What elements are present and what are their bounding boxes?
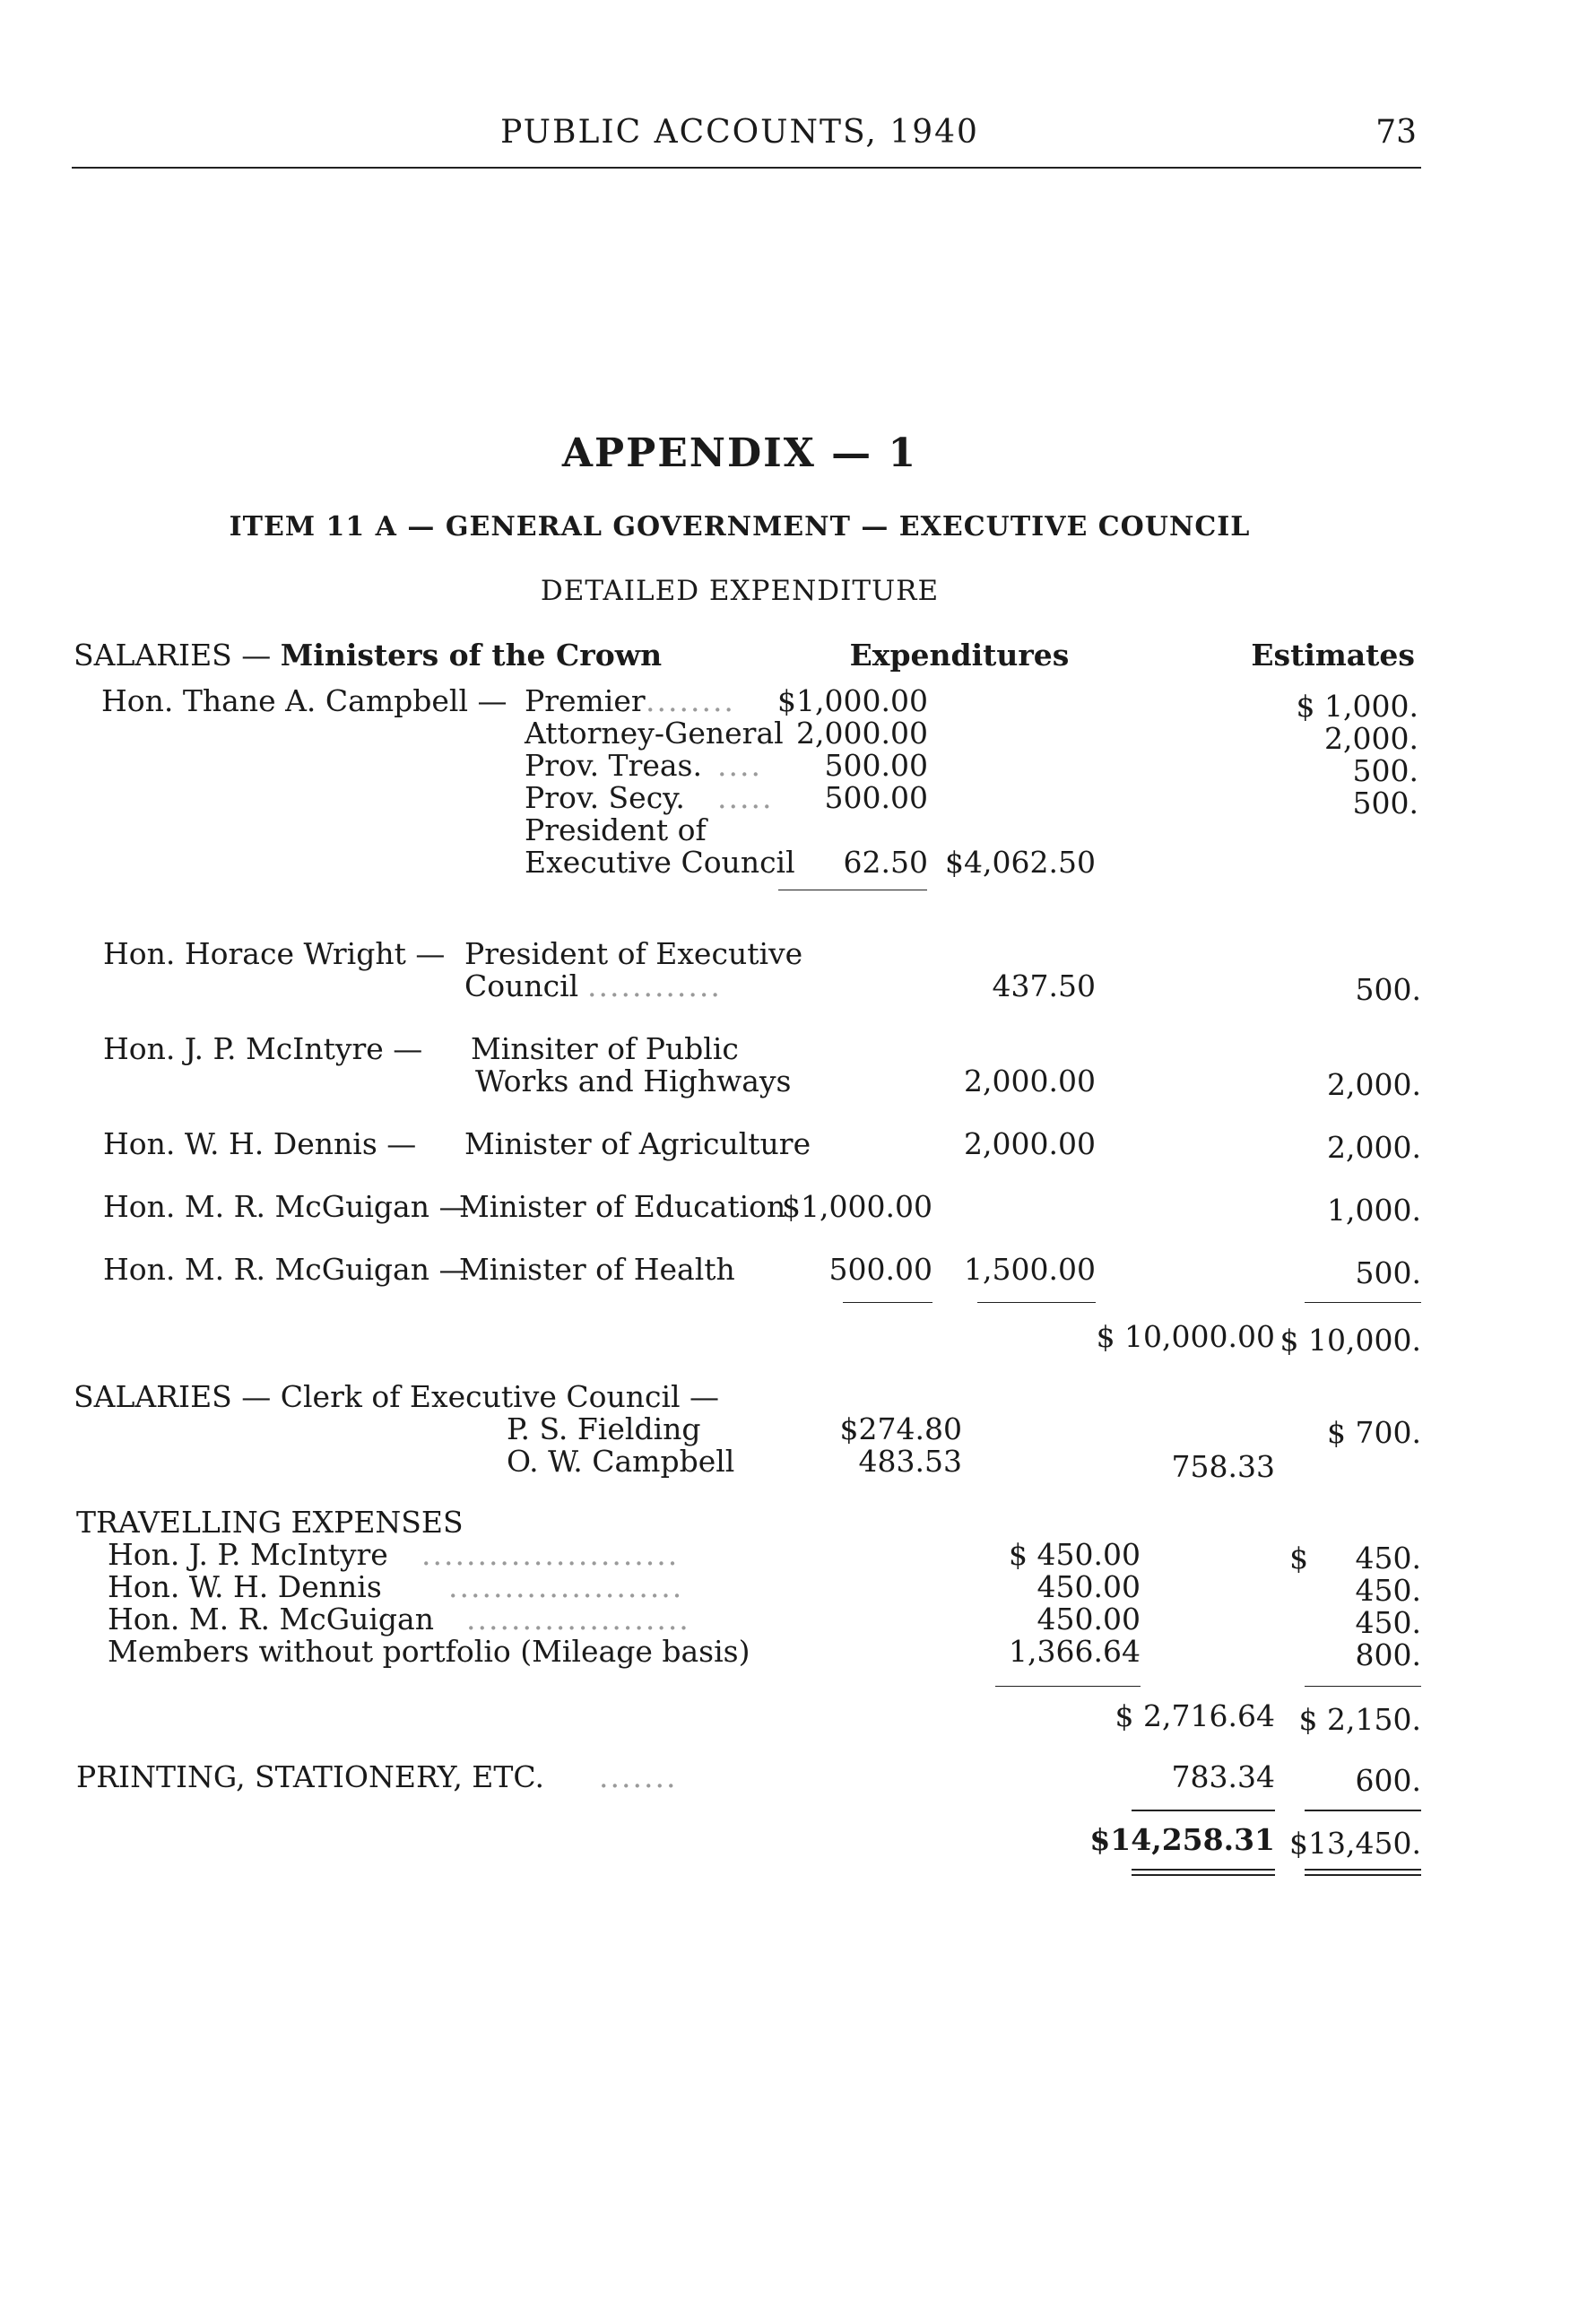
- campbell-secy-label: Prov. Secy.: [525, 780, 685, 815]
- mcguigan-edu-role: Minister of Education: [459, 1189, 786, 1224]
- ministers-total: $ 10,000.00: [1096, 1319, 1275, 1354]
- travel-mcguigan-name: Hon. M. R. McGuigan: [108, 1602, 434, 1636]
- campbell-treas-amount: 500.00: [824, 748, 928, 783]
- mcintyre-name: Hon. J. P. McIntyre —: [103, 1031, 423, 1066]
- clerk-fielding-name: P. S. Fielding: [507, 1411, 701, 1446]
- campbell-treas-label: Prov. Treas.: [525, 748, 702, 783]
- campbell-total: $4,062.50: [945, 845, 1096, 880]
- campbell-ag-label: Attorney-General: [525, 716, 784, 751]
- grand-total-rule-top: [1132, 1810, 1275, 1811]
- mcintyre-role-line1: Minsiter of Public: [471, 1031, 739, 1066]
- ministers-subtotal-rule: [977, 1302, 1096, 1303]
- travelling-heading: TRAVELLING EXPENSES: [76, 1505, 464, 1540]
- salaries-heading: [74, 639, 662, 672]
- dennis-estimate: 2,000.: [1327, 1130, 1421, 1165]
- travel-mcguigan-amount: 450.00: [1037, 1602, 1141, 1636]
- travel-dennis-name: Hon. W. H. Dennis: [108, 1569, 382, 1604]
- grand-total-rule-bottom-1: [1132, 1869, 1275, 1871]
- salaries-dash: —: [241, 638, 272, 673]
- travel-mcintyre-name: Hon. J. P. McIntyre: [108, 1537, 388, 1572]
- ministers-estimate-total: $ 10,000.: [1279, 1323, 1421, 1358]
- salaries-label: SALARIES: [74, 638, 232, 673]
- wright-name: Hon. Horace Wright —: [103, 936, 446, 971]
- printing-estimate: 600.: [1355, 1763, 1421, 1798]
- mcguigan-edu-estimate: 1,000.: [1327, 1193, 1421, 1228]
- travel-members-name: Members without portfolio (Mileage basis): [108, 1634, 750, 1669]
- clerk-campbell-name: O. W. Campbell: [507, 1444, 735, 1479]
- mcintyre-role-line2: Works and Highways: [475, 1064, 792, 1098]
- running-header-title: PUBLIC ACCOUNTS, 1940: [500, 114, 979, 151]
- campbell-premier-label: Premier: [525, 683, 646, 718]
- travel-mcintyre-amount: $ 450.00: [1009, 1537, 1141, 1572]
- expenditures-heading: Expenditures: [849, 638, 1070, 673]
- campbell-secy-estimate: 500.: [1352, 786, 1418, 820]
- printing-label: PRINTING, STATIONERY, ETC.: [76, 1759, 544, 1794]
- dennis-name: Hon. W. H. Dennis —: [103, 1126, 417, 1161]
- campbell-president-line2: Executive Council: [525, 845, 795, 880]
- travel-dennis-estimate: 450.: [1355, 1573, 1421, 1608]
- clerk-estimate: $ 700.: [1327, 1415, 1421, 1450]
- campbell-ag-amount: 2,000.00: [796, 716, 928, 751]
- mcguigan-edu-amount: $1,000.00: [782, 1189, 932, 1224]
- mcintyre-estimate: 2,000.: [1327, 1067, 1421, 1102]
- campbell-president-line1: President of: [525, 812, 707, 847]
- page-number: 73: [1375, 114, 1417, 151]
- travel-subtotal-rule: [995, 1686, 1141, 1687]
- grand-total-rule-bottom-2: [1132, 1874, 1275, 1876]
- travel-dennis-amount: 450.00: [1037, 1569, 1141, 1604]
- campbell-president-amount: 62.50: [843, 845, 928, 880]
- mcguigan-health-subtotal: 1,500.00: [964, 1252, 1096, 1287]
- leader-dots: ........: [646, 683, 735, 718]
- travel-mcguigan-estimate: 450.: [1355, 1605, 1421, 1640]
- mcguigan-edu-name: Hon. M. R. McGuigan —: [103, 1189, 469, 1224]
- mcguigan-health-estimate: 500.: [1355, 1255, 1421, 1290]
- campbell-premier-amount: $1,000.00: [777, 683, 928, 718]
- detailed-expenditure-subtitle: DETAILED EXPENDITURE: [540, 575, 940, 607]
- header-rule: [72, 167, 1421, 169]
- printing-amount: 783.34: [1171, 1759, 1275, 1794]
- dennis-role: Minister of Agriculture: [464, 1126, 811, 1161]
- leader-dots: .....: [717, 780, 774, 815]
- grand-estimate-rule-bottom-1: [1305, 1869, 1421, 1871]
- clerk-campbell-amount: 483.53: [858, 1444, 962, 1479]
- ministers-estimate-rule: [1305, 1302, 1421, 1303]
- leader-dots: .......................: [421, 1537, 680, 1572]
- leader-dots: .......: [599, 1759, 678, 1794]
- travel-estimate-rule: [1305, 1686, 1421, 1687]
- travel-members-amount: 1,366.64: [1009, 1634, 1141, 1669]
- grand-estimate-total: $13,450.: [1289, 1826, 1421, 1861]
- mcintyre-amount: 2,000.00: [964, 1064, 1096, 1098]
- clerk-fielding-amount: $274.80: [839, 1411, 962, 1446]
- wright-estimate: 500.: [1355, 972, 1421, 1007]
- leader-dots: ....................: [466, 1602, 690, 1636]
- wright-amount: 437.50: [992, 968, 1096, 1003]
- travel-estimate-total: $ 2,150.: [1298, 1702, 1421, 1737]
- wright-role-line2: Council: [464, 968, 579, 1003]
- campbell-treas-estimate: 500.: [1352, 753, 1418, 788]
- clerk-total: 758.33: [1171, 1449, 1275, 1484]
- travel-mcintyre-estimate: $ 450.: [1289, 1541, 1421, 1576]
- estimates-heading: Estimates: [1251, 638, 1415, 673]
- campbell-name: Hon. Thane A. Campbell —: [101, 683, 507, 718]
- mcguigan-health-role: Minister of Health: [459, 1252, 735, 1287]
- mcguigan-health-name: Hon. M. R. McGuigan —: [103, 1252, 469, 1287]
- grand-estimate-rule-top: [1305, 1810, 1421, 1811]
- grand-estimate-rule-bottom-2: [1305, 1874, 1421, 1876]
- leader-dots: ............: [587, 968, 722, 1003]
- clerk-heading: SALARIES — Clerk of Executive Council —: [74, 1379, 720, 1414]
- campbell-premier-estimate: $ 1,000.: [1296, 689, 1418, 724]
- mcguigan-health-amount: 500.00: [828, 1252, 932, 1287]
- wright-role-line1: President of Executive: [464, 936, 803, 971]
- travel-total: $ 2,716.64: [1115, 1698, 1275, 1733]
- leader-dots: ....: [717, 748, 762, 783]
- grand-total: $14,258.31: [1089, 1822, 1275, 1857]
- campbell-secy-amount: 500.00: [824, 780, 928, 815]
- travel-members-estimate: 800.: [1355, 1637, 1421, 1672]
- campbell-ag-estimate: 2,000.: [1324, 721, 1418, 756]
- appendix-title: APPENDIX — 1: [561, 430, 918, 476]
- item-heading: ITEM 11 A — GENERAL GOVERNMENT — EXECUTIVE COUNCIL: [229, 511, 1251, 543]
- ministers-heading: Ministers of the Crown: [280, 638, 663, 673]
- dennis-amount: 2,000.00: [964, 1126, 1096, 1161]
- education-health-rule: [843, 1302, 932, 1303]
- leader-dots: .....................: [448, 1569, 684, 1604]
